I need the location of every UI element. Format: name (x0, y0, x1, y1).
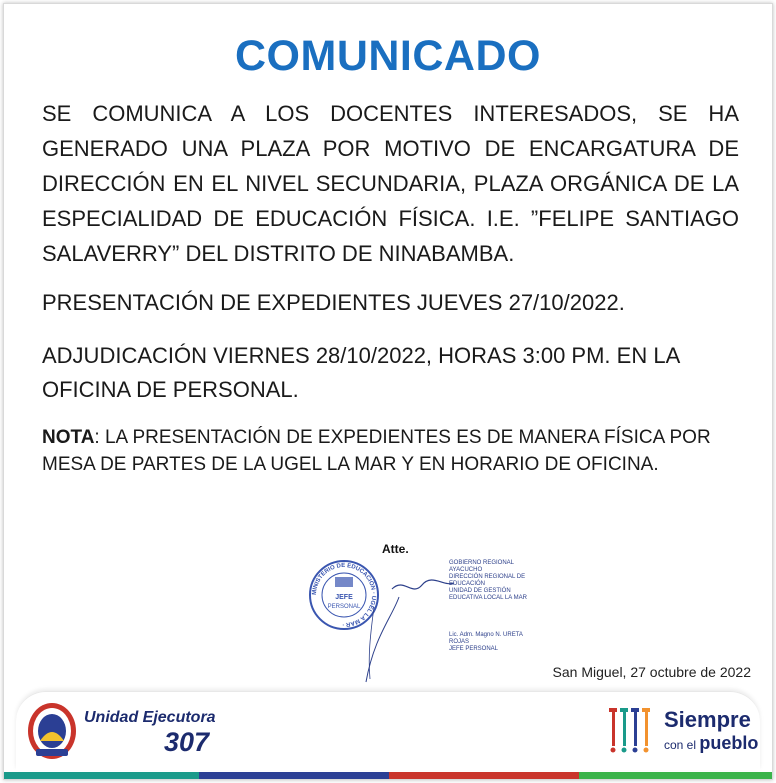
note-text: : LA PRESENTACIÓN DE EXPEDIENTES ES DE MANERA FÍSICA POR MESA DE PARTES DE LA UGEL LA MAR Y EN HORARIO DE OFICINA. (42, 427, 711, 475)
announcement-paragraph: SE COMUNICA A LOS DOCENTES INTERESADOS, SE HA GENERADO UNA PLAZA POR MOTIVO DE ENCARGATURA DE DIRECCIÓN EN EL NIVEL SECUNDARIA, PLAZA ORGÁNICA DE LA ESPECIALIDAD DE EDUCACIÓN FÍSICA. I.E. ”FELIPE SANTIAGO SALAVERRY” DEL DISTRITO DE NINABAMBA. (42, 101, 739, 266)
slogan-big-text: Siempre (664, 707, 751, 732)
unit-number: 307 (164, 727, 210, 757)
unit-label: Unidad Ejecutora (84, 709, 216, 726)
document-date: San Miguel, 27 octubre de 2022 (552, 664, 751, 680)
slogan-word: pueblo (699, 733, 759, 753)
footer-stripe-green (579, 772, 772, 779)
submission-date-paragraph: PRESENTACIÓN DE EXPEDIENTES JUEVES 27/10/2022. (42, 290, 625, 315)
stamp-header-text (449, 560, 539, 653)
page-title: COMUNICADO (235, 32, 541, 80)
official-seal-signature (304, 557, 464, 687)
adjudication-paragraph: ADJUDICACIÓN VIERNES 28/10/2022, HORAS 3:00 PM. EN LA OFICINA DE PERSONAL. (42, 343, 680, 402)
stamp-header-line1: GOBIERNO REGIONAL AYACUCHO (449, 560, 514, 573)
stamp-header-line2: DIRECCIÓN REGIONAL DE EDUCACIÓN (449, 574, 526, 587)
stamp-header-line3: UNIDAD DE GESTIÓN EDUCATIVA LOCAL LA MAR (449, 588, 527, 601)
document-frame (3, 3, 773, 780)
footer-banner (4, 687, 772, 779)
atte-label: Atte. (382, 542, 409, 556)
note-paragraph (42, 424, 739, 478)
slogan-small-text (664, 733, 758, 754)
seal-ring-text: MINISTERIO DE EDUCACIÓN · UGEL LA MAR · (311, 562, 377, 628)
footer-stripe-blue (199, 772, 389, 779)
footer-stripe-teal (4, 772, 199, 779)
note-label: NOTA (42, 427, 95, 448)
seal-center-bottom: PERSONAL (327, 604, 361, 610)
stamp-signer: Lic. Adm. Magno N. URETA ROJAS (449, 632, 523, 645)
slogan-prefix: con el (664, 738, 697, 752)
seal-center-top: JEFE (335, 594, 353, 601)
ugel-emblem-icon (26, 701, 78, 763)
stamp-signer-role: JEFE PERSONAL (449, 646, 499, 652)
footer-stripe-red (389, 772, 579, 779)
siempre-con-el-pueblo-logo-icon (607, 702, 655, 754)
